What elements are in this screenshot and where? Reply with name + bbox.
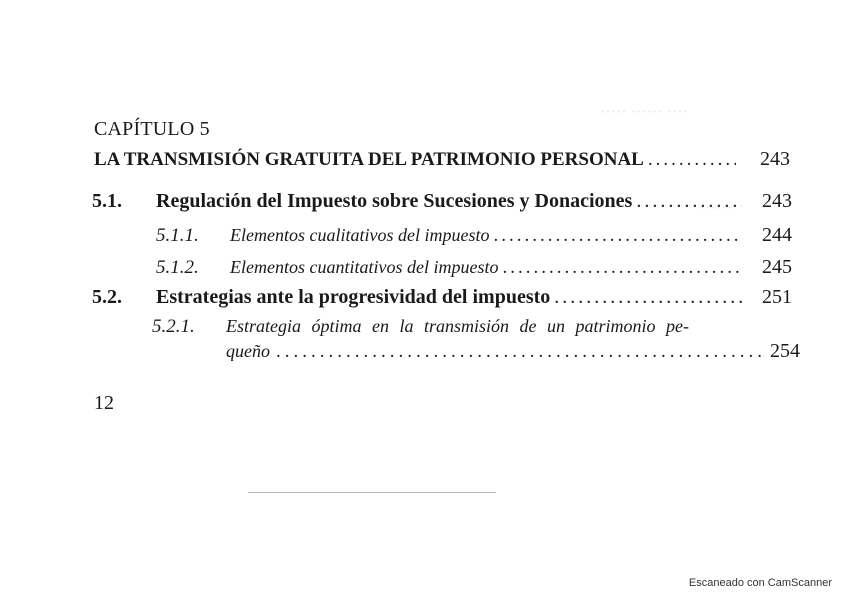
dot-leader	[648, 149, 736, 171]
subsection-page-number: 254	[770, 340, 800, 362]
toc-entry-5-2[interactable]	[92, 286, 792, 309]
scanner-watermark: Escaneado con CamScanner	[688, 577, 832, 589]
bleed-through-ghost: ······	[700, 200, 732, 217]
toc-entry-5-1-1[interactable]	[156, 224, 792, 247]
section-title: Estrategias ante la progresividad del impuesto	[156, 286, 551, 308]
toc-entry-5-1-2[interactable]	[156, 256, 792, 279]
subsection-number: 5.1.2.	[156, 257, 199, 278]
subsection-title-line-2: queño	[226, 341, 270, 361]
toc-entry-5-2-1[interactable]	[152, 316, 800, 363]
bleed-through-ghost: ···· ······ ·····	[600, 104, 688, 121]
dot-leader	[636, 190, 742, 213]
dot-leader	[554, 286, 742, 309]
dot-leader	[493, 225, 742, 247]
subsection-title: Elementos cuantitativos del impuesto	[230, 257, 499, 277]
section-number: 5.1.	[92, 190, 122, 212]
subsection-page-number: 245	[762, 256, 792, 278]
folio-page-number: 12	[94, 392, 114, 414]
subsection-number: 5.1.1.	[156, 225, 199, 246]
subsection-title-line-1: Estrategia óptima en la transmisión de un patrimonio pe-	[226, 316, 689, 336]
subsection-title: Elementos cualitativos del impuesto	[230, 225, 490, 245]
horizontal-rule	[248, 492, 496, 493]
dot-leader	[502, 257, 742, 279]
section-number: 5.2.	[92, 286, 122, 308]
chapter-label: CAPÍTULO 5	[94, 118, 210, 140]
section-page-number: 243	[762, 190, 792, 212]
chapter-title-row[interactable]	[94, 148, 790, 171]
section-page-number: 251	[762, 286, 792, 308]
section-title: Regulación del Impuesto sobre Sucesiones y Donaciones	[156, 190, 633, 212]
chapter-page-number: 243	[760, 148, 790, 170]
chapter-title: LA TRANSMISIÓN GRATUITA DEL PATRIMONIO PERSONAL	[94, 149, 644, 170]
subsection-page-number: 244	[762, 224, 792, 246]
subsection-number: 5.2.1.	[152, 316, 195, 337]
dot-leader	[276, 341, 764, 363]
toc-entry-5-1[interactable]	[92, 190, 792, 213]
